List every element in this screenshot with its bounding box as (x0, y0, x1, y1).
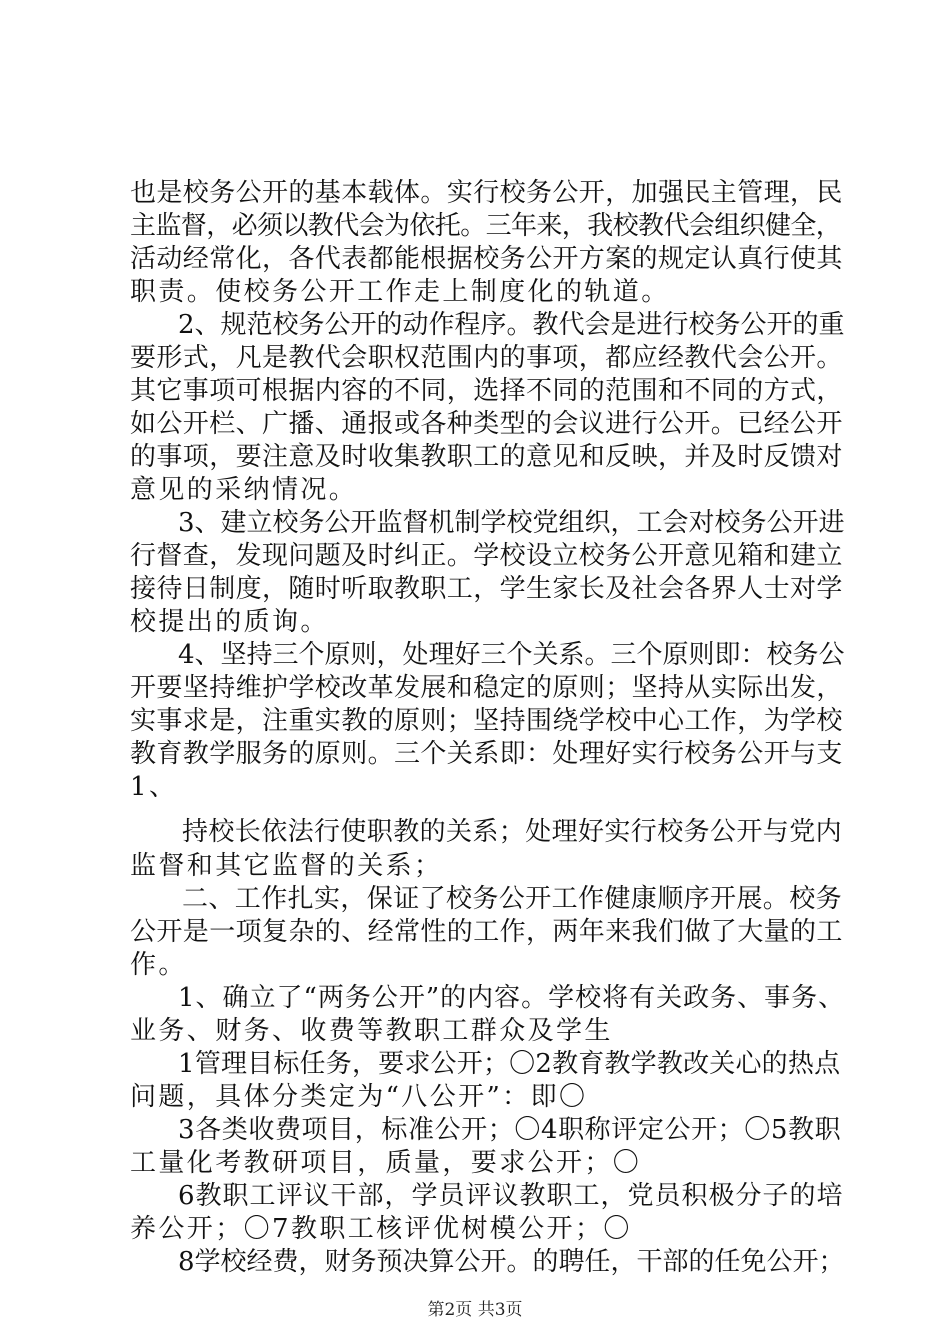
body-line-33: 8学校经费，财务预决算公开。的聘任，干部的任免公开； (178, 1247, 845, 1277)
body-line-11: 3、建立校务公开监督机制学校党组织，工会对校务公开进 (178, 508, 845, 538)
body-line-19: 1、 (130, 772, 178, 802)
body-line-32: 养公开；〇7教职工核评优树模公开；〇 (130, 1214, 632, 1244)
body-line-31: 6教职工评议干部，学员评议教职工，党员积极分子的培 (178, 1181, 844, 1211)
body-line-5: 2、规范校务公开的动作程序。教代会是进行校务公开的重 (178, 310, 845, 340)
body-line-17: 实事求是，注重实教的原则；坚持围绕学校中心工作，为学校 (130, 706, 843, 736)
body-line-30: 工量化考教研项目，质量，要求公开；〇 (130, 1148, 642, 1178)
body-line-18: 教育教学服务的原则。三个关系即：处理好实行校务公开与支 (130, 739, 843, 769)
body-line-27: 1管理目标任务，要求公开；〇2教育教学教改关心的热点 (178, 1049, 841, 1079)
body-line-15: 4、坚持三个原则，处理好三个关系。三个原则即：校务公 (178, 640, 845, 670)
body-line-12: 行督查，发现问题及时纠正。学校设立校务公开意见箱和建立 (130, 541, 843, 571)
body-line-2: 主监督，必须以教代会为依托。三年来，我校教代会组织健全， (130, 211, 842, 241)
body-line-29: 3各类收费项目，标准公开；〇4职称评定公开；〇5教职 (178, 1115, 842, 1145)
body-line-23: 公开是一项复杂的、经常性的工作，两年来我们做了大量的工 (130, 917, 843, 947)
body-line-20: 持校长依法行使职教的关系；处理好实行校务公开与党内 (182, 817, 843, 847)
body-line-21: 监督和其它监督的关系； (130, 851, 443, 881)
body-line-24: 作。 (130, 950, 187, 980)
body-line-4: 职责。使校务公开工作走上制度化的轨道。 (130, 277, 670, 307)
body-line-8: 如公开栏、广播、通报或各种类型的会议进行公开。已经公开 (130, 409, 843, 439)
body-line-28: 问题，具体分类定为“八公开”：即〇 (130, 1082, 588, 1112)
body-line-10: 意见的采纳情况。 (130, 475, 358, 505)
body-line-16: 开要坚持维护学校改革发展和稳定的原则；坚持从实际出发， (130, 673, 843, 703)
body-line-22: 二、工作扎实，保证了校务公开工作健康顺序开展。校务 (182, 884, 843, 914)
page-footer: 第2页 共3页 (427, 1300, 523, 1320)
body-line-1: 也是校务公开的基本载体。实行校务公开，加强民主管理，民 (130, 178, 843, 208)
body-line-13: 接待日制度，随时听取教职工，学生家长及社会各界人士对学 (130, 574, 843, 604)
body-line-14: 校提出的质询。 (130, 607, 329, 637)
body-line-7: 其它事项可根据内容的不同，选择不同的范围和不同的方式， (130, 376, 843, 406)
body-line-25: 1、确立了“两务公开”的内容。学校将有关政务、事务、 (178, 983, 846, 1013)
body-line-6: 要形式，凡是教代会职权范围内的事项，都应经教代会公开。 (130, 343, 843, 373)
body-line-26: 业务、财务、收费等教职工群众及学生 (130, 1016, 613, 1046)
body-line-3: 活动经常化，各代表都能根据校务公开方案的规定认真行使其 (130, 244, 843, 274)
body-line-9: 的事项，要注意及时收集教职工的意见和反映，并及时反馈对 (130, 442, 843, 472)
